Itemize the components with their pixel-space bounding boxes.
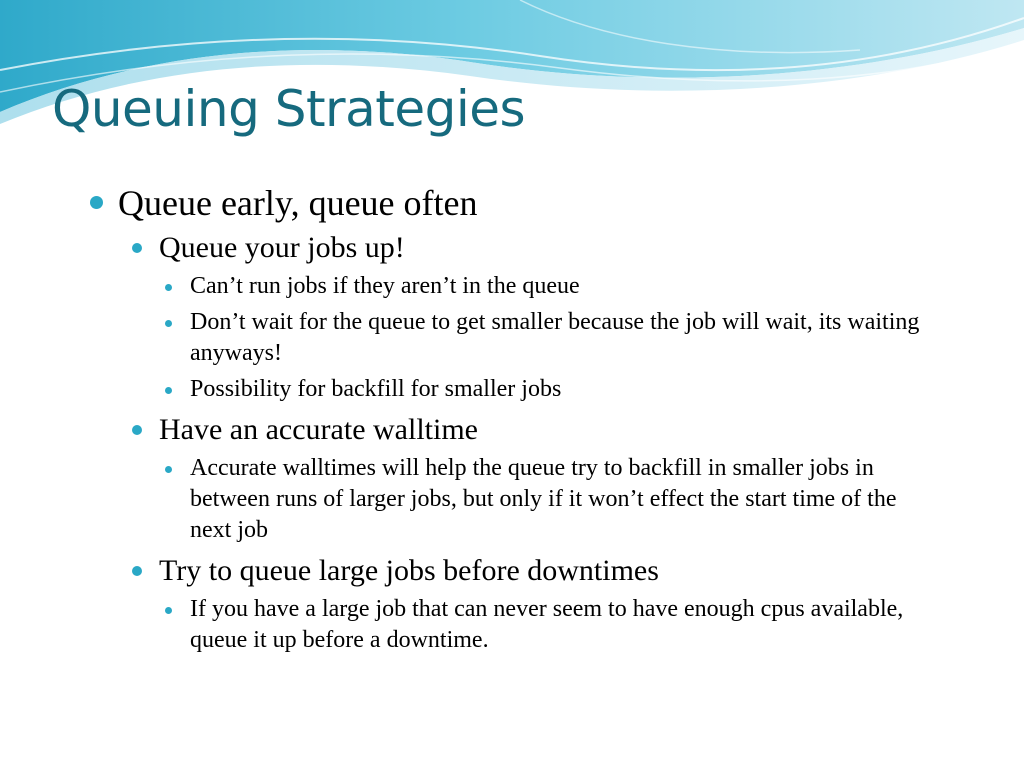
bullet-item: [162, 453, 930, 546]
bullet-dot-icon: [165, 607, 172, 614]
slide-title: Queuing Strategies: [52, 80, 526, 138]
bullet-item: [162, 271, 930, 302]
bullet-dot-icon: [165, 284, 172, 291]
bullet-text: Queue early, queue often: [118, 183, 478, 223]
bullet-text: Queue your jobs up!: [159, 231, 405, 264]
bullet-item: [90, 180, 930, 226]
bullet-item: [162, 374, 930, 405]
bullet-item: [162, 307, 930, 369]
bullet-dot-icon: [90, 196, 103, 209]
bullet-item: [132, 551, 930, 591]
bullet-dot-icon: [132, 425, 142, 435]
bullet-item: [132, 228, 930, 268]
bullet-item: [132, 410, 930, 450]
bullet-dot-icon: [132, 566, 142, 576]
bullet-list: [90, 180, 930, 661]
bullet-text: Have an accurate walltime: [159, 413, 478, 446]
bullet-text: Can’t run jobs if they aren’t in the queue: [190, 273, 580, 299]
bullet-item: [162, 594, 930, 656]
bullet-dot-icon: [132, 243, 142, 253]
bullet-text: If you have a large job that can never seem to have enough cpus available, queue it up before a downtime.: [190, 596, 904, 653]
bullet-text: Possibility for backfill for smaller jobs: [190, 376, 562, 402]
bullet-dot-icon: [165, 320, 172, 327]
bullet-text: Try to queue large jobs before downtimes: [159, 554, 659, 587]
bullet-text: Don’t wait for the queue to get smaller because the job will wait, its waiting anyways!: [190, 309, 920, 366]
bullet-dot-icon: [165, 387, 172, 394]
bullet-dot-icon: [165, 466, 172, 473]
bullet-text: Accurate walltimes will help the queue try to backfill in smaller jobs in between runs of larger jobs, but only if it won’t effect the start time of the next job: [190, 455, 897, 543]
